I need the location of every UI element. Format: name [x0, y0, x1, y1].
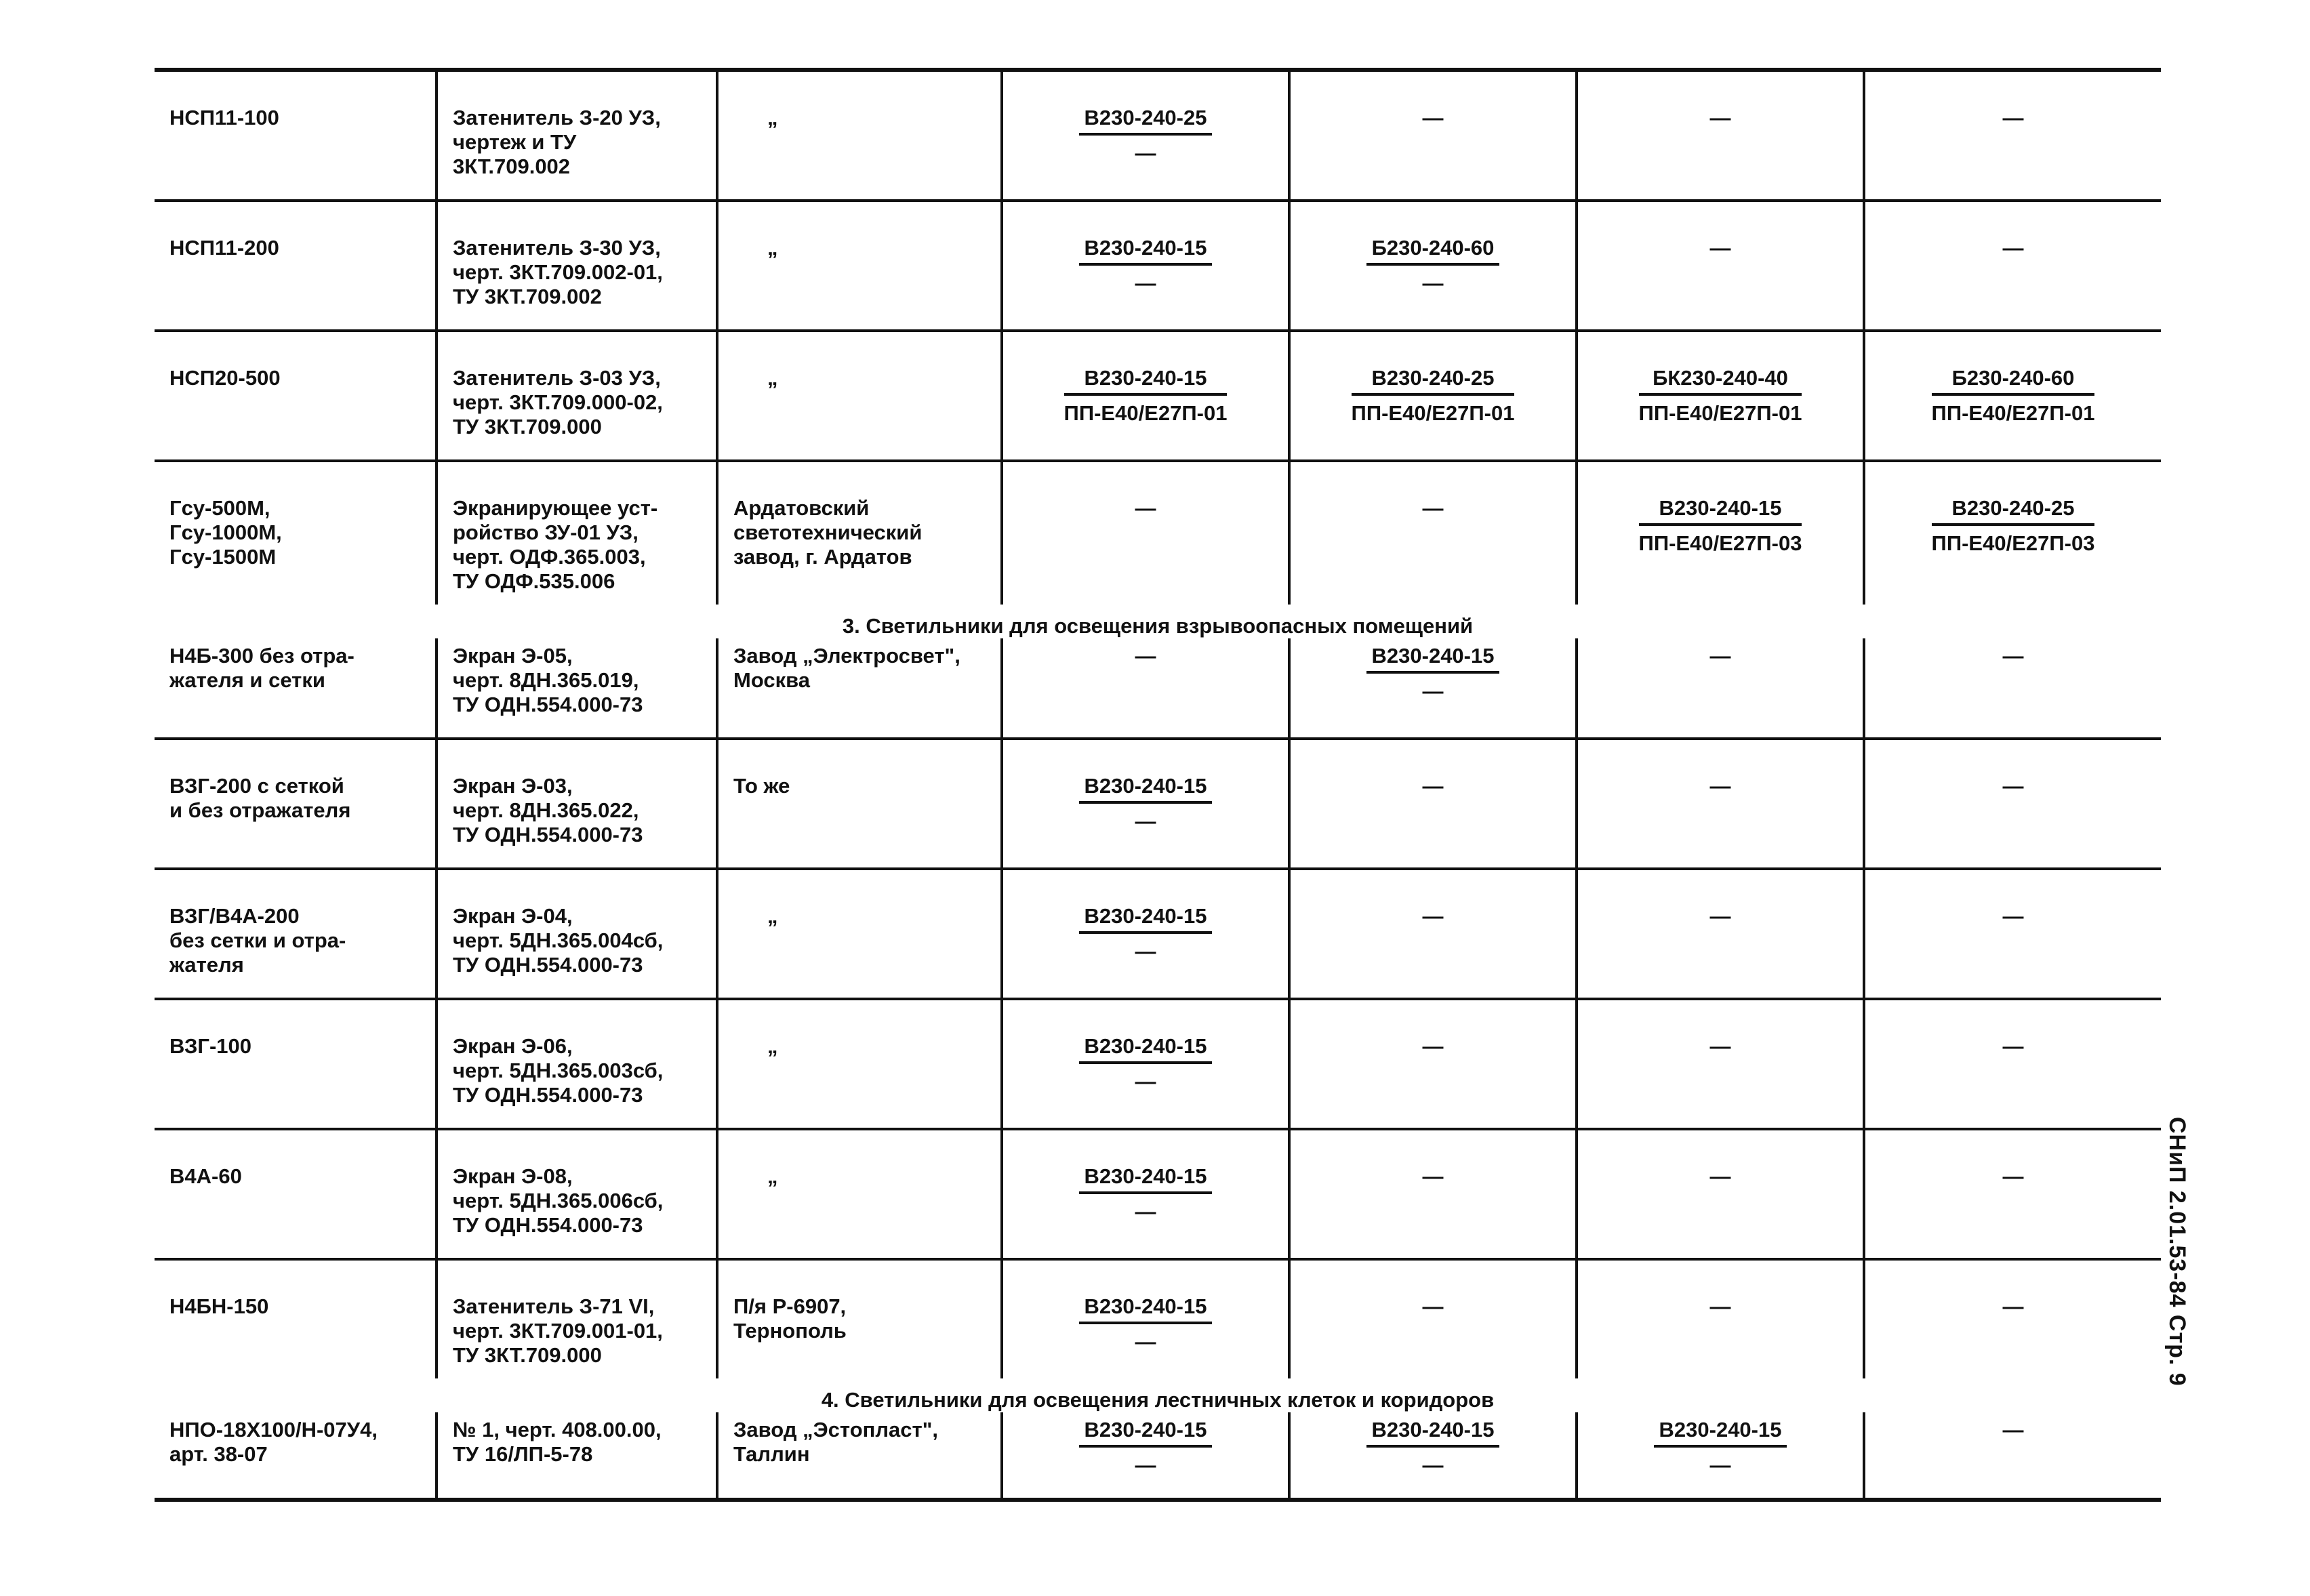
empty-dash: — — [1422, 1164, 1444, 1188]
lamp-socket: ПП-Е40/Е27П-01 — [1638, 401, 1802, 425]
lamp-socket: ПП-Е40/Е27П-03 — [1931, 531, 2095, 555]
fixture-cell: НПО-18Х100/Н-07У4, арт. 38-07 — [169, 1418, 378, 1466]
lamp-type: В230-240-15 — [1654, 1418, 1787, 1448]
table-row — [155, 1412, 2161, 1500]
maker-cell: „ — [717, 999, 1002, 1129]
lamp-socket: — — [1135, 271, 1156, 295]
maker-cell: „ — [717, 331, 1002, 461]
empty-dash: — — [1422, 106, 1444, 129]
empty-dash: — — [1422, 904, 1444, 928]
lamp-cell-1 — [1002, 1259, 1289, 1378]
lamp-type: Б230-240-60 — [1366, 236, 1500, 266]
lamp-cell-4 — [1864, 201, 2161, 331]
lamp-cell-3 — [1577, 1259, 1864, 1378]
empty-dash: — — [1709, 904, 1731, 928]
device-cell: Затенитель З-03 УЗ, черт. 3КТ.709.000-02, ТУ 3КТ.709.000 — [437, 331, 717, 461]
maker-cell: „ — [717, 70, 1002, 201]
empty-dash: — — [2002, 236, 2024, 260]
empty-dash: — — [2002, 1164, 2024, 1188]
table-row — [155, 201, 2161, 331]
lamp-socket: — — [1135, 809, 1156, 833]
lamp-type: В230-240-15 — [1064, 366, 1228, 396]
device-cell: Экран Э-06, черт. 5ДН.365.003сб, ТУ ОДН.554.000-73 — [437, 999, 717, 1129]
lamp-cell-1 — [1002, 461, 1289, 605]
device-cell: Экран Э-04, черт. 5ДН.365.004сб, ТУ ОДН.554.000-73 — [437, 869, 717, 999]
lamp-fraction — [1079, 904, 1213, 964]
lamp-cell-3 — [1577, 201, 1864, 331]
lamp-fraction — [1366, 1418, 1500, 1477]
lamp-type: Б230-240-60 — [1932, 366, 2095, 396]
empty-dash: — — [1422, 496, 1444, 520]
device-cell: Затенитель З-20 УЗ, чертеж и ТУ 3КТ.709.002 — [437, 70, 717, 201]
lamp-socket: ПП-Е40/Е27П-01 — [1063, 401, 1228, 425]
lamp-cell-1 — [1002, 638, 1289, 739]
section-heading-row — [155, 605, 2161, 638]
lamp-cell-4 — [1864, 1412, 2161, 1500]
lamp-fraction — [1079, 1294, 1213, 1354]
maker-cell: Завод „Электросвет", Москва — [717, 638, 1002, 739]
empty-dash: — — [1709, 1294, 1731, 1318]
empty-dash: — — [1709, 644, 1731, 668]
lamp-fraction — [1366, 236, 1500, 295]
section-heading: 4. Светильники для освещения лестничных клеток и коридоров — [821, 1388, 1495, 1412]
lamp-cell-4 — [1864, 869, 2161, 999]
empty-dash: — — [1709, 106, 1731, 129]
maker-cell: Ардатовский светотехнический завод, г. Ардатов — [717, 461, 1002, 605]
fixture-cell: НСП11-100 — [169, 106, 279, 129]
lamp-type: В230-240-15 — [1079, 774, 1213, 804]
maker-cell: То же — [717, 739, 1002, 869]
table-row — [155, 739, 2161, 869]
lamp-cell-4 — [1864, 70, 2161, 201]
lamp-type: В230-240-25 — [1932, 496, 2095, 526]
fixture-cell: НСП11-200 — [169, 236, 279, 260]
lamp-type: В230-240-15 — [1079, 904, 1213, 934]
device-cell: Затенитель З-71 VI, черт. 3КТ.709.001-01, ТУ 3КТ.709.000 — [437, 1259, 717, 1378]
lamp-cell-2 — [1289, 201, 1577, 331]
empty-dash: — — [1135, 496, 1156, 520]
lamp-cell-3 — [1577, 461, 1864, 605]
lamp-cell-1 — [1002, 1129, 1289, 1259]
lamp-fraction — [1079, 1034, 1213, 1094]
table-row — [155, 999, 2161, 1129]
lamp-type: В230-240-15 — [1079, 1164, 1213, 1194]
lamp-type: В230-240-15 — [1079, 1294, 1213, 1324]
lamp-socket: — — [1135, 1200, 1156, 1223]
lamp-fraction — [1064, 366, 1228, 426]
empty-dash: — — [2002, 904, 2024, 928]
lamp-fraction — [1079, 1164, 1213, 1224]
empty-dash: — — [2002, 644, 2024, 668]
device-cell: Экран Э-03, черт. 8ДН.365.022, ТУ ОДН.554.000-73 — [437, 739, 717, 869]
lamp-fraction — [1366, 644, 1500, 703]
lamp-fraction — [1079, 774, 1213, 834]
lamp-socket: — — [1422, 1453, 1444, 1477]
lamp-cell-4 — [1864, 331, 2161, 461]
lamp-cell-3 — [1577, 739, 1864, 869]
lamp-cell-2 — [1289, 70, 1577, 201]
lamp-cell-3 — [1577, 331, 1864, 461]
maker-cell: П/я Р-6907, Тернополь — [717, 1259, 1002, 1378]
lamp-socket: — — [1135, 1453, 1156, 1477]
device-cell: Экранирующее уст- ройство ЗУ-01 УЗ, черт. ОДФ.365.003, ТУ ОДФ.535.006 — [437, 461, 717, 605]
lamp-type: В230-240-25 — [1079, 106, 1213, 136]
lamp-cell-1 — [1002, 739, 1289, 869]
lamp-cell-3 — [1577, 1412, 1864, 1500]
lamp-socket: — — [1135, 939, 1156, 963]
lamp-cell-2 — [1289, 331, 1577, 461]
lamp-type: В230-240-15 — [1639, 496, 1802, 526]
lamp-socket: ПП-Е40/Е27П-03 — [1638, 531, 1802, 555]
empty-dash: — — [1709, 236, 1731, 260]
fixture-cell: В4А-60 — [169, 1164, 242, 1188]
empty-dash: — — [1422, 774, 1444, 798]
empty-dash: — — [2002, 1034, 2024, 1058]
lamp-cell-2 — [1289, 1129, 1577, 1259]
fixture-cell: ВЗГ/В4А-200 без сетки и отра- жателя — [169, 904, 346, 977]
lamp-socket: — — [1135, 141, 1156, 165]
lamp-cell-2 — [1289, 739, 1577, 869]
lamp-cell-2 — [1289, 1259, 1577, 1378]
lamp-cell-2 — [1289, 1412, 1577, 1500]
lighting-table — [155, 68, 2161, 1502]
lamp-socket: ПП-Е40/Е27П-01 — [1931, 401, 2095, 425]
lamp-cell-3 — [1577, 638, 1864, 739]
lamp-cell-1 — [1002, 331, 1289, 461]
fixture-cell: ВЗГ-100 — [169, 1034, 252, 1058]
device-cell: № 1, черт. 408.00.00, ТУ 16/ЛП-5-78 — [437, 1412, 717, 1500]
lamp-socket: — — [1135, 1330, 1156, 1353]
empty-dash: — — [2002, 1294, 2024, 1318]
empty-dash: — — [2002, 774, 2024, 798]
lamp-type: В230-240-15 — [1366, 1418, 1500, 1448]
empty-dash: — — [1422, 1034, 1444, 1058]
lamp-fraction — [1639, 366, 1802, 426]
lamp-socket: — — [1422, 271, 1444, 295]
lamp-fraction — [1079, 1418, 1213, 1477]
fixture-cell: Н4БН-150 — [169, 1294, 269, 1318]
maker-cell: „ — [717, 201, 1002, 331]
fixture-cell: НСП20-500 — [169, 366, 281, 390]
lamp-cell-4 — [1864, 999, 2161, 1129]
lamp-fraction — [1639, 496, 1802, 556]
maker-cell: „ — [717, 1129, 1002, 1259]
table-row — [155, 461, 2161, 605]
fixture-cell: Гсу-500М, Гсу-1000М, Гсу-1500М — [169, 496, 282, 569]
fixture-cell: ВЗГ-200 с сеткой и без отражателя — [169, 774, 351, 822]
lamp-fraction — [1654, 1418, 1787, 1477]
lamp-fraction — [1932, 366, 2095, 426]
lamp-cell-4 — [1864, 638, 2161, 739]
device-cell: Затенитель З-30 УЗ, черт. 3КТ.709.002-01, ТУ 3КТ.709.002 — [437, 201, 717, 331]
table-row — [155, 331, 2161, 461]
lamp-cell-2 — [1289, 638, 1577, 739]
lamp-type: В230-240-15 — [1366, 644, 1500, 674]
lamp-cell-3 — [1577, 1129, 1864, 1259]
table-row — [155, 1129, 2161, 1259]
empty-dash: — — [1422, 1294, 1444, 1318]
table-row — [155, 638, 2161, 739]
lamp-socket: ПП-Е40/Е27П-01 — [1351, 401, 1515, 425]
empty-dash: — — [1135, 644, 1156, 668]
lamp-fraction — [1079, 236, 1213, 295]
lamp-socket: — — [1422, 679, 1444, 703]
empty-dash: — — [2002, 106, 2024, 129]
lamp-cell-4 — [1864, 1259, 2161, 1378]
lamp-cell-4 — [1864, 739, 2161, 869]
maker-cell: Завод „Эстопласт", Таллин — [717, 1412, 1002, 1500]
maker-cell: „ — [717, 869, 1002, 999]
lamp-type: БК230-240-40 — [1639, 366, 1802, 396]
lamp-cell-2 — [1289, 999, 1577, 1129]
lamp-socket: — — [1709, 1453, 1731, 1477]
lamp-cell-1 — [1002, 869, 1289, 999]
empty-dash: — — [1709, 774, 1731, 798]
lamp-type: В230-240-15 — [1079, 1034, 1213, 1064]
lamp-cell-4 — [1864, 1129, 2161, 1259]
fixture-cell: Н4Б-300 без отра- жателя и сетки — [169, 644, 354, 692]
lamp-cell-4 — [1864, 461, 2161, 605]
empty-dash: — — [1709, 1164, 1731, 1188]
device-cell: Экран Э-08, черт. 5ДН.365.006сб, ТУ ОДН.554.000-73 — [437, 1129, 717, 1259]
lamp-fraction — [1932, 496, 2095, 556]
lamp-cell-3 — [1577, 999, 1864, 1129]
lamp-fraction — [1079, 106, 1213, 165]
empty-dash: — — [2002, 1418, 2024, 1441]
lamp-cell-1 — [1002, 1412, 1289, 1500]
lamp-cell-1 — [1002, 201, 1289, 331]
lamp-cell-2 — [1289, 461, 1577, 605]
table-row — [155, 1259, 2161, 1378]
lamp-cell-3 — [1577, 869, 1864, 999]
lamp-cell-3 — [1577, 70, 1864, 201]
lamp-type: В230-240-15 — [1079, 1418, 1213, 1448]
table-row — [155, 70, 2161, 201]
device-cell: Экран Э-05, черт. 8ДН.365.019, ТУ ОДН.554.000-73 — [437, 638, 717, 739]
lamp-type: В230-240-25 — [1352, 366, 1515, 396]
section-heading: 3. Светильники для освещения взрывоопасных помещений — [842, 614, 1474, 638]
lamp-cell-2 — [1289, 869, 1577, 999]
lamp-cell-1 — [1002, 70, 1289, 201]
lamp-fraction — [1352, 366, 1515, 426]
table-row — [155, 869, 2161, 999]
standard-page-label: СНиП 2.01.53-84 Стр. 9 — [2164, 1117, 2190, 1387]
lamp-socket: — — [1135, 1069, 1156, 1093]
empty-dash: — — [1709, 1034, 1731, 1058]
lamp-cell-1 — [1002, 999, 1289, 1129]
section-heading-row — [155, 1378, 2161, 1412]
lamp-type: В230-240-15 — [1079, 236, 1213, 266]
